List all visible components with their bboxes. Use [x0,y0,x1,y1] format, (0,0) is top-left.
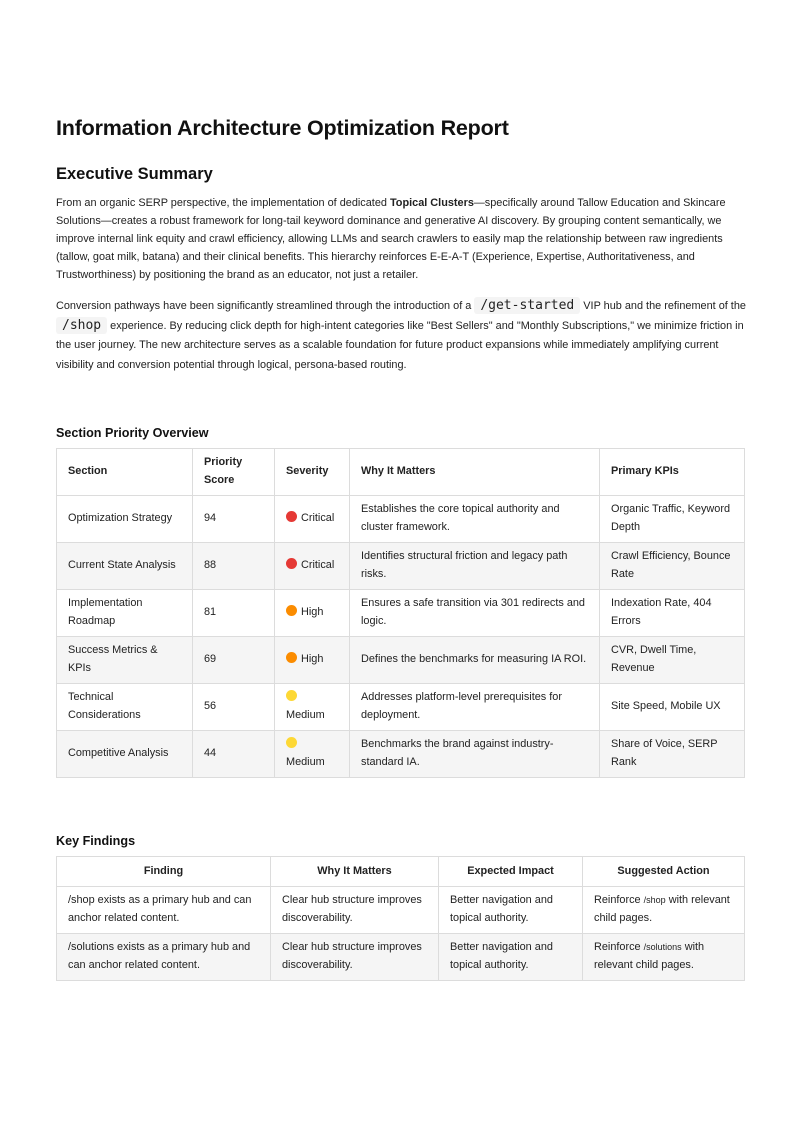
why-it-matters-cell: Benchmarks the brand against industry-standard IA. [350,731,600,778]
severity-label: High [301,606,324,619]
why-it-matters-cell: Clear hub structure improves discoverability. [271,934,439,981]
table-row [57,934,745,981]
severity-cell [275,543,350,590]
column-header: Section [57,449,193,496]
severity-cell [275,590,350,637]
why-it-matters-cell: Identifies structural friction and legacy path risks. [350,543,600,590]
topical-clusters-bold: Topical Clusters [389,197,474,209]
why-it-matters-cell: Defines the benchmarks for measuring IA ROI. [350,637,600,684]
priority-score-cell: 69 [193,637,275,684]
finding-cell: /solutions exists as a primary hub and can anchor related content. [57,934,271,981]
table-row [57,887,745,934]
page-title: Information Architecture Optimization Report [56,116,509,140]
suggested-action-cell [583,934,745,981]
severity-cell [275,684,350,731]
section-priority-table [56,448,745,778]
column-header: Finding [57,857,271,887]
section-cell: Competitive Analysis [57,731,193,778]
key-findings-table [56,856,745,981]
table-header-row [57,449,745,496]
text-run: VIP hub and the refinement of the [580,300,746,312]
severity-dot-icon [286,511,297,522]
severity-dot-icon [286,690,297,701]
severity-cell [275,496,350,543]
primary-kpis-cell: Organic Traffic, Keyword Depth [600,496,745,543]
severity-label: Critical [301,559,335,572]
finding-cell: /shop exists as a primary hub and can anchor related content. [57,887,271,934]
get-started-code: /get-started [474,297,580,314]
text-run: —specifically around Tallow Education and Skincare Solutions—creates a robust framework for long-tail keyword dominance and generative AI discovery. By grouping content semantically, we improve internal link equity and crawl efficiency, allowing LLMs and search crawlers to easily map the relationship between raw ingredients (tallow, goat milk, batana) and their clinical benefits. This hierarchy reinforces E-E-A-T (Experience, Expertise, Authoritativeness, and Trustworthiness) by positioning the brand as an educator, not just a retailer. [56,197,726,281]
severity-dot-icon [286,737,297,748]
column-header: Why It Matters [271,857,439,887]
text-run: with relevant child pages. [594,941,705,971]
why-it-matters-cell: Clear hub structure improves discoverability. [271,887,439,934]
text-run: with relevant child pages. [594,894,730,924]
severity-dot-icon [286,605,297,616]
table-row [57,731,745,778]
table-row [57,637,745,684]
primary-kpis-cell: Share of Voice, SERP Rank [600,731,745,778]
severity-dot-icon [286,558,297,569]
column-header: Suggested Action [583,857,745,887]
priority-score-cell: 81 [193,590,275,637]
executive-summary-paragraph-2 [56,296,746,375]
severity-label: High [301,653,324,666]
column-header: Severity [275,449,350,496]
path-code: /shop [643,895,666,906]
shop-code: /shop [56,317,107,334]
primary-kpis-cell: Indexation Rate, 404 Errors [600,590,745,637]
text-run: Reinforce [594,894,644,907]
expected-impact-cell: Better navigation and topical authority. [439,934,583,981]
priority-score-cell: 88 [193,543,275,590]
severity-label: Medium [286,756,325,768]
text-run: From an organic SERP perspective, the implementation of dedicated [56,197,390,209]
priority-score-cell: 94 [193,496,275,543]
table-row [57,496,745,543]
why-it-matters-cell: Ensures a safe transition via 301 redirects and logic. [350,590,600,637]
primary-kpis-cell: CVR, Dwell Time, Revenue [600,637,745,684]
expected-impact-cell: Better navigation and topical authority. [439,887,583,934]
text-run: experience. By reducing click depth for high-intent categories like "Best Sellers" and "Monthly Subscriptions," we minimize friction in the user journey. The new architecture serves as a scalable foundation for future product expansions while immediately amplifying current visibility and conversion potential through logical, persona-based routing. [56,320,744,371]
table-row [57,590,745,637]
column-header: Why It Matters [350,449,600,496]
key-findings-heading: Key Findings [56,834,136,848]
column-header: Primary KPIs [600,449,745,496]
text-run: Reinforce [594,941,644,954]
section-cell: Current State Analysis [57,543,193,590]
table-row [57,684,745,731]
table-row [57,543,745,590]
column-header: Expected Impact [439,857,583,887]
table-header-row [57,857,745,887]
path-code: /solutions [643,942,682,953]
severity-dot-icon [286,652,297,663]
section-priority-heading: Section Priority Overview [56,426,209,440]
section-cell: Optimization Strategy [57,496,193,543]
section-cell: Technical Considerations [57,684,193,731]
why-it-matters-cell: Establishes the core topical authority and cluster framework. [350,496,600,543]
primary-kpis-cell: Crawl Efficiency, Bounce Rate [600,543,745,590]
priority-score-cell: 56 [193,684,275,731]
column-header: Priority Score [193,449,275,496]
priority-score-cell: 44 [193,731,275,778]
executive-summary-heading: Executive Summary [56,165,213,183]
executive-summary-paragraph-1 [56,195,746,285]
primary-kpis-cell: Site Speed, Mobile UX [600,684,745,731]
severity-cell [275,731,350,778]
text-run: Conversion pathways have been significantly streamlined through the introduction of a [56,300,475,312]
severity-label: Medium [286,709,325,721]
severity-label: Critical [301,512,335,525]
why-it-matters-cell: Addresses platform-level prerequisites for deployment. [350,684,600,731]
suggested-action-cell [583,887,745,934]
section-cell: Implementation Roadmap [57,590,193,637]
severity-cell [275,637,350,684]
section-cell: Success Metrics & KPIs [57,637,193,684]
